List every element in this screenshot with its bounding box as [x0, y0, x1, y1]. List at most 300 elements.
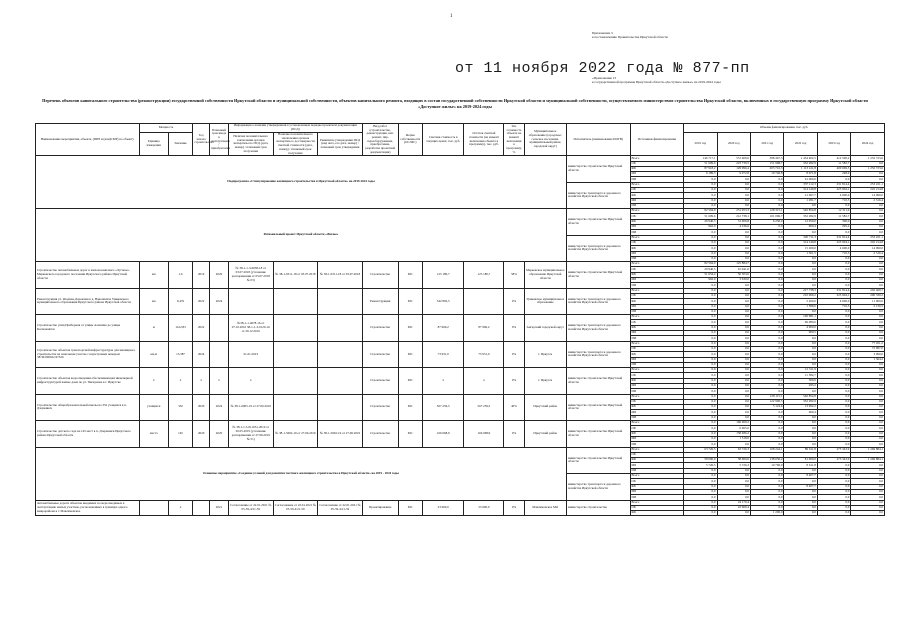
amount-cell: 8 407,7 — [784, 474, 817, 479]
source-cell: Всего — [630, 235, 684, 240]
amount-cell: 295,2 — [784, 383, 817, 388]
amount-cell: 300,0 — [784, 378, 817, 383]
document-title: Перечень объектов капитального строительства (реконструкции) государственной собственности Иркутской области и муниципальной собственности, объектов капитального ремонта, входящих в состав государственной собственности Иркутской области и муниципальной собственности, осуществляемого министерством строительства Иркутской области, включенных в государственную программу Иркутской области «Доступное жилье» на 2019-2024 годы — [42, 98, 868, 109]
source-cell: ИИ — [630, 415, 684, 420]
appendix-line: «Приложение 13 — [592, 76, 617, 80]
source-cell: МБ — [630, 304, 684, 309]
amount-cell: 0,0 — [817, 352, 850, 357]
amount-cell: 0,0 — [717, 251, 750, 256]
executor-cell: министерство транспорта и дорожного хозяйства Иркутской области — [566, 288, 630, 314]
amount-cell: 3 090,0 — [851, 352, 885, 357]
amount-cell: 0,0 — [817, 320, 850, 325]
amount-cell: 3 630,0 — [717, 278, 750, 283]
source-cell: ИИ — [630, 495, 684, 500]
amount-cell: 314 149,8 — [784, 240, 817, 245]
amount-cell: 0,0 — [817, 315, 850, 320]
object-readiness: 0% — [504, 500, 524, 516]
object-readiness: 0% — [504, 288, 524, 314]
amount-cell: 0,0 — [717, 362, 750, 367]
amount-cell: 0,0 — [750, 272, 783, 277]
executor-cell: министерство строительства Иркутской области — [566, 209, 630, 235]
amount-cell: 0,0 — [851, 262, 885, 267]
amount-cell: 0,0 — [684, 431, 717, 436]
amount-cell: 0,0 — [784, 230, 817, 235]
amount-cell: 275 343,9 — [817, 458, 850, 463]
amount-cell: 14 090,0 — [851, 246, 885, 251]
amount-cell: 4 600,0 — [817, 246, 850, 251]
amount-cell: 0,0 — [851, 468, 885, 473]
amount-cell: 58 000,0 — [684, 458, 717, 463]
amount-cell: 4 600,0 — [817, 299, 850, 304]
amount-cell: 0,0 — [851, 431, 885, 436]
amount-cell: 0,0 — [717, 193, 750, 198]
amount-cell: 0,0 — [784, 341, 817, 346]
amount-cell: 0,0 — [750, 246, 783, 251]
amount-cell: 0,0 — [784, 346, 817, 351]
source-cell: ОБ — [630, 479, 684, 484]
amount-cell: 1 364,2 — [851, 357, 885, 362]
amount-cell: 0,0 — [750, 293, 783, 298]
object-approval — [318, 368, 363, 394]
amount-cell: 710,3 — [817, 251, 850, 256]
amount-cell: 0,0 — [817, 463, 850, 468]
amount-cell: 0,0 — [750, 474, 783, 479]
amount-cell: 0,0 — [817, 203, 850, 208]
hdr-executor: Исполнитель (наименование ИОГВ) — [566, 124, 630, 156]
amount-cell: 0,0 — [784, 421, 817, 426]
amount-cell: 0,0 — [817, 346, 850, 351]
source-cell: ИИ — [630, 362, 684, 367]
amount-cell: 0,0 — [784, 489, 817, 494]
object-approval — [318, 394, 363, 420]
object-mo: Максимовское МО — [524, 500, 566, 516]
amount-cell: 6 236,0 — [750, 219, 783, 224]
amount-cell: 0,0 — [684, 378, 717, 383]
amount-cell: 0,0 — [684, 399, 717, 404]
amount-cell: 0,0 — [817, 500, 850, 505]
source-cell: ФБ — [630, 325, 684, 330]
object-value: 145 — [168, 421, 193, 447]
amount-cell: 295,2 — [817, 225, 850, 230]
object-unit: км — [139, 262, 168, 288]
object-estimate: 567 259,5 — [423, 394, 464, 420]
amount-cell: 0,0 — [717, 299, 750, 304]
amount-cell: 0,0 — [817, 442, 850, 447]
object-mo: Иркутский район — [524, 421, 566, 447]
amount-cell: 51 654,4 — [684, 272, 717, 277]
amount-cell: 0,0 — [851, 463, 885, 468]
source-cell: Всего — [630, 421, 684, 426]
amount-cell: 0,0 — [750, 203, 783, 208]
amount-cell: 332 282,9 — [784, 161, 817, 166]
object-readiness: 40% — [504, 394, 524, 420]
amount-cell: 0,0 — [784, 468, 817, 473]
object-sm-conclusion — [273, 315, 318, 341]
amount-cell: 51 609,6 — [684, 161, 717, 166]
amount-cell: 0,0 — [817, 489, 850, 494]
amount-cell: 0,0 — [750, 288, 783, 293]
object-sm-conclusion: Согласование от 22.01.2021 № 05-59-4/21-59 — [273, 500, 318, 516]
object-sm-conclusion: № 38-1-5602-19 от 27.06.2019 — [273, 421, 318, 447]
amount-cell: 0,0 — [817, 511, 850, 516]
source-cell: МБ — [630, 331, 684, 336]
amount-cell: 5 726,3 — [717, 463, 750, 468]
amount-cell: 332 282,9 — [784, 214, 817, 219]
amount-cell: 0,0 — [851, 336, 885, 341]
amount-cell: 8 407,7 — [784, 484, 817, 489]
amount-cell: 0,0 — [750, 336, 783, 341]
amount-cell: 0,0 — [817, 505, 850, 510]
source-cell: ФБ — [630, 193, 684, 198]
amount-cell: 0,0 — [750, 484, 783, 489]
source-cell: ОБ — [630, 240, 684, 245]
hdr-approval: Реквизиты утверждения ПСД (вид акта, его дата, номер) / плановый срок утверждения — [318, 133, 363, 156]
amount-cell: 0,0 — [750, 283, 783, 288]
appendix-header — [592, 31, 892, 40]
amount-cell: 0,0 — [851, 309, 885, 314]
object-plan — [210, 315, 229, 341]
object-start: 2022 — [193, 288, 210, 314]
amount-cell: 0,0 — [784, 495, 817, 500]
amount-cell: 0,0 — [684, 357, 717, 362]
amount-cell: 0,0 — [750, 315, 783, 320]
object-unit: км,м — [139, 341, 168, 367]
amount-cell: 0,0 — [717, 198, 750, 203]
amount-cell: 0,0 — [717, 283, 750, 288]
amount-cell: 0,0 — [851, 230, 885, 235]
object-start: 2024 — [193, 341, 210, 367]
amount-cell: 0,0 — [684, 331, 717, 336]
executor-cell: министерство строительства — [566, 500, 630, 516]
source-cell: ФБ — [630, 431, 684, 436]
executor-cell: министерство строительства Иркутской области — [566, 368, 630, 394]
amount-cell: 0,0 — [784, 415, 817, 420]
amount-cell: 275 343,9 — [817, 447, 850, 452]
amount-cell: 0,0 — [784, 272, 817, 277]
source-cell: ОБ — [630, 373, 684, 378]
amount-cell: 77 451,2 — [851, 341, 885, 346]
amount-cell: 0,0 — [684, 299, 717, 304]
object-start: 2022 — [193, 315, 210, 341]
amount-cell: 128 115,1 — [750, 394, 783, 399]
amount-cell: 0,0 — [684, 389, 717, 394]
amount-cell: 51 609,6 — [684, 214, 717, 219]
amount-cell: 9 072,8 — [717, 172, 750, 177]
object-name: Реконструкция ул. Ягодная-Дорожная в д. Новолисиха Уриковского муниципального образования Иркутского района Иркутской области — [36, 288, 140, 314]
amount-cell: 0,0 — [750, 442, 783, 447]
source-cell: ОБ — [630, 161, 684, 166]
amount-cell: 0,0 — [750, 240, 783, 245]
amount-cell: 0,0 — [817, 267, 850, 272]
amount-cell: 12 311,9 — [784, 368, 817, 373]
amount-cell: 0,0 — [851, 383, 885, 388]
amount-cell: 231 814,4 — [817, 182, 850, 187]
amount-cell: 0,0 — [851, 368, 885, 373]
executor-cell: министерство транспорта и дорожного хозяйства Иркутской области — [566, 315, 630, 341]
amount-cell: 87 918,2 — [684, 166, 717, 171]
source-cell: МБ — [630, 489, 684, 494]
amount-cell: 138 030,2 — [750, 458, 783, 463]
amount-cell: 0,0 — [784, 389, 817, 394]
amount-cell: 11 582,7 — [817, 161, 850, 166]
object-remaining — [464, 288, 504, 314]
amount-cell: 5 726,5 — [684, 463, 717, 468]
section-title: Региональный проект Иркутской области «Жилье» — [36, 209, 567, 262]
amount-cell: 0,0 — [851, 219, 885, 224]
amount-cell: 300,0 — [817, 219, 850, 224]
amount-cell: 0,0 — [851, 278, 885, 283]
object-start: 2020 — [193, 394, 210, 420]
amount-cell: 0,0 — [717, 325, 750, 330]
amount-cell: 0,0 — [750, 436, 783, 441]
amount-cell: 546 854,8 — [784, 394, 817, 399]
amount-cell: 0,0 — [684, 468, 717, 473]
source-cell: ИИ — [630, 177, 684, 182]
decree-word: года — [626, 60, 665, 77]
source-cell: ОБ — [630, 452, 684, 457]
object-pos-conclusion: № 38-1-6005-19 от 27.06.2019 — [228, 394, 273, 420]
amount-cell: 0,0 — [784, 309, 817, 314]
amount-cell: 0,0 — [750, 479, 783, 484]
amount-cell: 0,0 — [684, 198, 717, 203]
amount-cell: 0,0 — [750, 346, 783, 351]
amount-cell: 0,0 — [750, 373, 783, 378]
amount-cell: 0,0 — [717, 188, 750, 193]
object-readiness: 58% — [504, 262, 524, 288]
amount-cell: 0,0 — [684, 426, 717, 431]
amount-cell: 0,0 — [817, 479, 850, 484]
amount-cell: 22 969,4 — [717, 505, 750, 510]
object-sm-conclusion — [273, 394, 318, 420]
decree-stamp — [455, 60, 750, 77]
amount-cell: 962,0 — [684, 225, 717, 230]
amount-cell: 0,0 — [717, 293, 750, 298]
object-ownership: МС — [398, 368, 423, 394]
amount-cell: 0,0 — [750, 177, 783, 182]
amount-cell: 0,0 — [817, 177, 850, 182]
source-cell: ОБ — [630, 188, 684, 193]
amount-cell: 58 000,0 — [717, 458, 750, 463]
amount-cell: 0,0 — [684, 405, 717, 410]
amount-cell: 0,0 — [750, 368, 783, 373]
object-readiness: 0% — [504, 421, 524, 447]
amount-cell: 0,0 — [750, 262, 783, 267]
amount-cell: 0,0 — [784, 336, 817, 341]
object-value: 1,6 — [168, 262, 193, 288]
source-cell: ФБ — [630, 246, 684, 251]
amount-cell: 0,0 — [750, 182, 783, 187]
amount-cell: 0,0 — [717, 288, 750, 293]
source-cell: МБ — [630, 198, 684, 203]
object-value: 0,476 — [168, 288, 193, 314]
amount-cell: 0,0 — [817, 357, 850, 362]
amount-cell: 0,0 — [817, 436, 850, 441]
object-work-type: Строительство — [362, 262, 398, 288]
amount-cell: 4 600,0 — [817, 193, 850, 198]
source-cell: Всего — [630, 394, 684, 399]
amount-cell: 0,0 — [750, 188, 783, 193]
amount-cell: 6 065,0 — [717, 426, 750, 431]
amount-cell: 0,0 — [717, 383, 750, 388]
amount-cell: 81 000,0 — [784, 458, 817, 463]
amount-cell: 0,0 — [684, 368, 717, 373]
object-ownership: МС — [398, 315, 423, 341]
object-ownership: МС — [398, 262, 423, 288]
amount-cell: 0,0 — [717, 320, 750, 325]
amount-cell: 0,0 — [784, 511, 817, 516]
object-plan: 2020 — [210, 262, 229, 288]
object-remaining: 87 906,2 — [464, 315, 504, 341]
amount-cell: 0,0 — [851, 331, 885, 336]
amount-cell: 0,0 — [684, 230, 717, 235]
amount-cell: 0,0 — [817, 341, 850, 346]
object-remaining: 567 259,5 — [464, 394, 504, 420]
amount-cell: 960,4 — [784, 225, 817, 230]
amount-cell: 72 997,0 — [851, 346, 885, 351]
amount-cell: 0,0 — [817, 230, 850, 235]
amount-cell: 0,0 — [717, 246, 750, 251]
amount-cell: 0,0 — [750, 225, 783, 230]
amount-cell: 0,0 — [817, 431, 850, 436]
object-readiness: 0% — [504, 368, 524, 394]
amount-cell: 0,0 — [717, 240, 750, 245]
object-work-type: Строительство — [362, 315, 398, 341]
amount-cell: 0,0 — [684, 320, 717, 325]
object-remaining: х — [464, 368, 504, 394]
amount-cell: 11 000,0 — [851, 299, 885, 304]
amount-cell: 15 200,0 — [784, 246, 817, 251]
amount-cell: 0,0 — [750, 278, 783, 283]
appendix-line: Приложение 3 — [592, 31, 613, 35]
appendix-line: к государственной программе Иркутской области «Доступное жилье» на 2019-2024 годы — [592, 80, 721, 85]
amount-cell: 0,0 — [817, 468, 850, 473]
amount-cell: 0,0 — [717, 346, 750, 351]
source-cell: ФБ — [630, 511, 684, 516]
object-value: 15,387 — [168, 341, 193, 367]
amount-cell: 0,0 — [784, 500, 817, 505]
amount-cell: 0,0 — [784, 267, 817, 272]
amount-cell: 0,0 — [750, 378, 783, 383]
object-unit: км — [139, 288, 168, 314]
source-cell: ИИ — [630, 203, 684, 208]
amount-cell: 546 854,8 — [784, 209, 817, 214]
amount-cell: 0,0 — [684, 182, 717, 187]
object-ownership: МС — [398, 500, 423, 516]
amount-cell: 0,0 — [817, 495, 850, 500]
amount-cell: 200 339,2 — [851, 293, 885, 298]
page-number: 1 — [450, 14, 453, 19]
amount-cell: 223 739,5 — [717, 161, 750, 166]
amount-cell: 0,0 — [817, 373, 850, 378]
amount-cell: 0,0 — [717, 203, 750, 208]
amount-cell: 0,0 — [684, 505, 717, 510]
amount-cell: 0,0 — [851, 484, 885, 489]
amount-cell: 0,0 — [817, 336, 850, 341]
amount-cell: 0,0 — [717, 315, 750, 320]
amount-cell: 0,0 — [717, 256, 750, 261]
amount-cell: 0,0 — [717, 331, 750, 336]
amount-cell: 320 711,3 — [784, 235, 817, 240]
amount-cell: 0,0 — [851, 214, 885, 219]
amount-cell: 1 200,0 — [750, 511, 783, 516]
amount-cell: 1 454 402,5 — [784, 156, 817, 161]
amount-cell: 8 611,8 — [784, 463, 817, 468]
object-readiness: 0% — [504, 341, 524, 367]
source-cell: Всего — [630, 315, 684, 320]
amount-cell: 29 940,5 — [684, 267, 717, 272]
amount-cell: 0,0 — [684, 336, 717, 341]
amount-cell: 0,0 — [717, 474, 750, 479]
amount-cell: 10 796,9 — [750, 463, 783, 468]
amount-cell: 245 214,8 — [851, 240, 885, 245]
amount-cell: 0,0 — [784, 442, 817, 447]
source-cell: ОБ — [630, 320, 684, 325]
source-cell: ОБ — [630, 293, 684, 298]
amount-cell: 0,0 — [717, 304, 750, 309]
amount-cell: 0,0 — [817, 283, 850, 288]
amount-cell: 2 516,4 — [851, 251, 885, 256]
object-pos-conclusion: №38-1-1-4078-16 от 07.10.2016 38-1-1-3-0120-16 от 29.12.2016 — [228, 315, 273, 341]
amount-cell: 0,0 — [817, 426, 850, 431]
amount-cell: 1 252 723,6 — [851, 156, 885, 161]
amount-cell: 0,0 — [851, 500, 885, 505]
amount-cell: 0,0 — [684, 293, 717, 298]
amount-cell: 0,0 — [684, 442, 717, 447]
amount-cell: 82 594,9 — [684, 262, 717, 267]
amount-cell: 0,0 — [851, 378, 885, 383]
source-cell: ФБ — [630, 458, 684, 463]
object-remaining: 125 180,7 — [464, 262, 504, 288]
amount-cell: 0,0 — [750, 320, 783, 325]
source-cell: ФБ — [630, 405, 684, 410]
source-cell: ИИ — [630, 442, 684, 447]
amount-cell: 14 090,0 — [851, 193, 885, 198]
amount-cell: 12 311,9 — [817, 209, 850, 214]
amount-cell: 0,0 — [717, 415, 750, 420]
amount-cell: 0,0 — [750, 389, 783, 394]
amount-cell: 0,0 — [717, 182, 750, 187]
amount-cell: 0,0 — [817, 383, 850, 388]
hdr-year-2021: 2021 год — [750, 133, 783, 156]
decree-number: № 877-пп — [673, 60, 750, 77]
hdr-work-type: Вид работ (строительство, реконструкция, кап. ремонт, пир, переоборудование, приобретение, разработка проектной документации) — [362, 124, 398, 156]
amount-cell: 0,0 — [684, 325, 717, 330]
source-cell: МБ — [630, 463, 684, 468]
amount-cell: 1 281,7 — [784, 198, 817, 203]
amount-cell: 1 113 411,8 — [784, 166, 817, 171]
amount-cell: 0,0 — [717, 468, 750, 473]
amount-cell: 0,0 — [684, 484, 717, 489]
source-cell: ФБ — [630, 352, 684, 357]
object-plan: х — [210, 368, 229, 394]
amount-cell: 203 716,3 — [750, 166, 783, 171]
object-estimate: 342 892,5 — [423, 288, 464, 314]
amount-cell: 61 000,0 — [784, 177, 817, 182]
amount-cell: 101 096,7 — [750, 214, 783, 219]
amount-cell: 0,0 — [851, 373, 885, 378]
source-cell: Всего — [630, 209, 684, 214]
object-mo: Марковское муниципальное образование Иркутской области — [524, 262, 566, 288]
source-cell: Всего — [630, 474, 684, 479]
amount-cell: 0,0 — [717, 511, 750, 516]
amount-cell: 0,0 — [784, 362, 817, 367]
object-start — [193, 500, 210, 516]
source-cell: Всего — [630, 182, 684, 187]
amount-cell: 248,0 — [817, 172, 850, 177]
hdr-year-2019: 2019 год — [684, 133, 717, 156]
amount-cell: 231 814,4 — [817, 288, 850, 293]
hdr-year-2023: 2023 год — [817, 133, 850, 156]
